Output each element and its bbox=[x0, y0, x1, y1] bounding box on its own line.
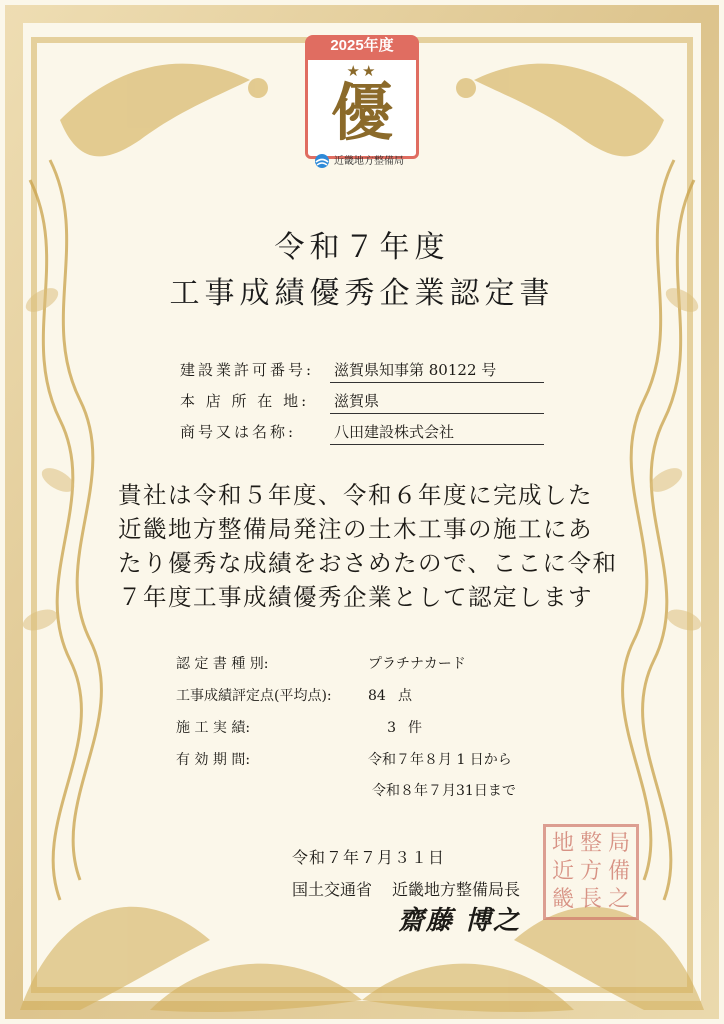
badge-stars: ★★ bbox=[346, 62, 378, 80]
issuer-office: 近畿地方整備局長 bbox=[392, 880, 521, 899]
body-line: たり優秀な成績をおさめたので、ここに令和 bbox=[118, 549, 618, 577]
seal-char: 備 bbox=[607, 859, 630, 884]
detail-period-end bbox=[372, 781, 516, 801]
detail-record-label: 施 工 実 績: bbox=[176, 720, 251, 736]
issue-date: 令和７年７月３１日 bbox=[292, 848, 446, 867]
seal-char: 地 bbox=[551, 831, 574, 856]
body-line: 近畿地方整備局発注の土木工事の施工にあ bbox=[118, 515, 593, 543]
title-year: 令和７年度 bbox=[274, 230, 450, 265]
seal-char: 方 bbox=[579, 859, 602, 884]
badge-kanji: 優 bbox=[330, 76, 393, 149]
seal-char: 局 bbox=[607, 831, 630, 856]
seal-char: 整 bbox=[579, 831, 602, 856]
detail-period-label: 有 効 期 間: bbox=[176, 752, 251, 768]
badge-body bbox=[305, 57, 419, 159]
detail-score-label: 工事成績評定点(平均点): bbox=[176, 688, 332, 704]
agency-logo bbox=[314, 152, 424, 172]
detail-score-value: 84 bbox=[368, 688, 386, 704]
info-label: 商号又は名称: bbox=[180, 423, 297, 441]
detail-record bbox=[176, 718, 422, 738]
seal-char: 近 bbox=[551, 859, 574, 884]
body-line: ７年度工事成績優秀企業として認定します bbox=[118, 583, 593, 611]
detail-period-to: 令和８年７月31日まで bbox=[372, 783, 516, 799]
info-value: 滋賀県 bbox=[330, 389, 544, 414]
seal-char: 畿 bbox=[551, 887, 574, 912]
info-label: 本 店 所 在 地: bbox=[180, 392, 310, 410]
certificate-body bbox=[118, 478, 618, 614]
agency-logo-icon bbox=[314, 153, 330, 169]
info-row-company bbox=[180, 420, 455, 444]
detail-type-label: 認 定 書 種 別: bbox=[176, 656, 269, 672]
agency-name: 近畿地方整備局 bbox=[334, 156, 404, 167]
detail-score bbox=[176, 686, 412, 706]
info-row-license bbox=[180, 358, 497, 382]
detail-score-unit: 点 bbox=[398, 688, 412, 704]
info-row-address bbox=[180, 389, 380, 413]
detail-type bbox=[176, 654, 466, 674]
badge-year: 2025年度 bbox=[305, 35, 419, 57]
issuer-ministry: 国土交通省 bbox=[292, 880, 373, 899]
detail-record-unit: 件 bbox=[408, 720, 422, 736]
info-value: 滋賀県知事第 80122 号 bbox=[330, 358, 544, 383]
seal-char: 之 bbox=[607, 887, 630, 912]
detail-record-value: 3 bbox=[387, 720, 396, 736]
title-main: 工事成績優秀企業認定書 bbox=[169, 276, 555, 311]
excellence-badge bbox=[305, 35, 419, 159]
signature: 齋藤 博之 bbox=[398, 906, 522, 936]
body-line: 貴社は令和５年度、令和６年度に完成した bbox=[118, 481, 593, 509]
seal-char: 長 bbox=[579, 887, 602, 912]
detail-period-from: 令和７年８月 1 日から bbox=[368, 752, 512, 768]
info-value: 八田建設株式会社 bbox=[330, 420, 544, 445]
info-label: 建設業許可番号: bbox=[180, 361, 315, 379]
official-seal bbox=[543, 824, 639, 920]
detail-type-value: プラチナカード bbox=[368, 656, 466, 672]
issuer bbox=[292, 877, 540, 900]
detail-period bbox=[176, 750, 512, 770]
